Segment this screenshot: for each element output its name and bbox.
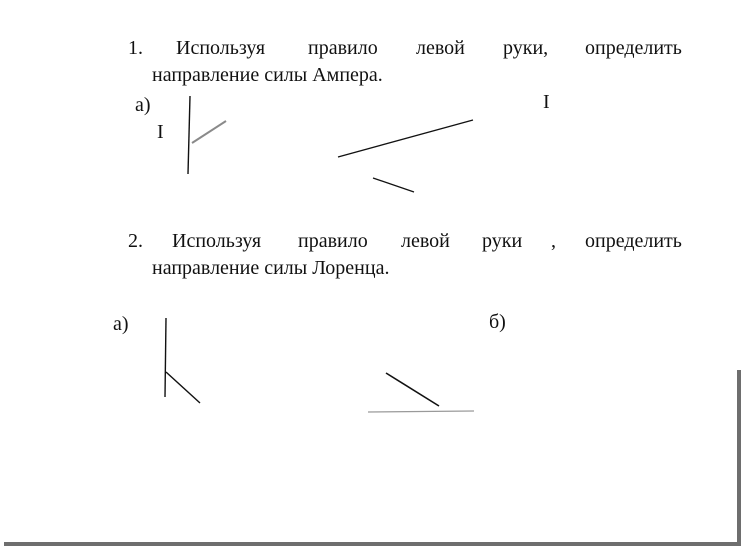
task-1a-conductor-line — [188, 96, 190, 174]
task-1b-long-line — [338, 120, 473, 157]
task-2-line-2: направление силы Лоренца. — [152, 257, 390, 279]
task-1-current-label-a: I — [157, 121, 164, 143]
task-1-label-a: а) — [135, 94, 151, 116]
task-1-number: 1. — [128, 37, 143, 59]
task-2-label-b: б) — [489, 311, 506, 333]
task-2b-base-line — [368, 411, 474, 412]
task-2-word-1: Используя — [172, 230, 262, 252]
task-2-label-a: а) — [113, 313, 129, 335]
task-2-word-3: левой — [401, 230, 450, 252]
task-1-word-2: правило — [308, 37, 378, 59]
task-1-current-label-b: I — [543, 91, 550, 113]
task-2-number: 2. — [128, 230, 143, 252]
task-1a-field-line — [192, 121, 226, 143]
task-2-word-5: , — [551, 230, 556, 252]
task-1-word-1: Используя — [176, 37, 266, 59]
task-1-line-2: направление силы Ампера. — [152, 64, 383, 86]
task-1-word-4: руки, — [503, 37, 549, 59]
task-1-word-3: левой — [416, 37, 465, 59]
task-2-word-6: определить — [585, 230, 682, 252]
task-1-word-5: определить — [585, 37, 682, 59]
task-2-word-4: руки — [482, 230, 523, 252]
task-2-word-2: правило — [298, 230, 368, 252]
task-1b-short-line — [373, 178, 414, 192]
task-2a-vertical-line — [165, 318, 166, 397]
task-2b-diagonal-line — [386, 373, 439, 406]
task-2a-diagonal-line — [166, 372, 200, 403]
